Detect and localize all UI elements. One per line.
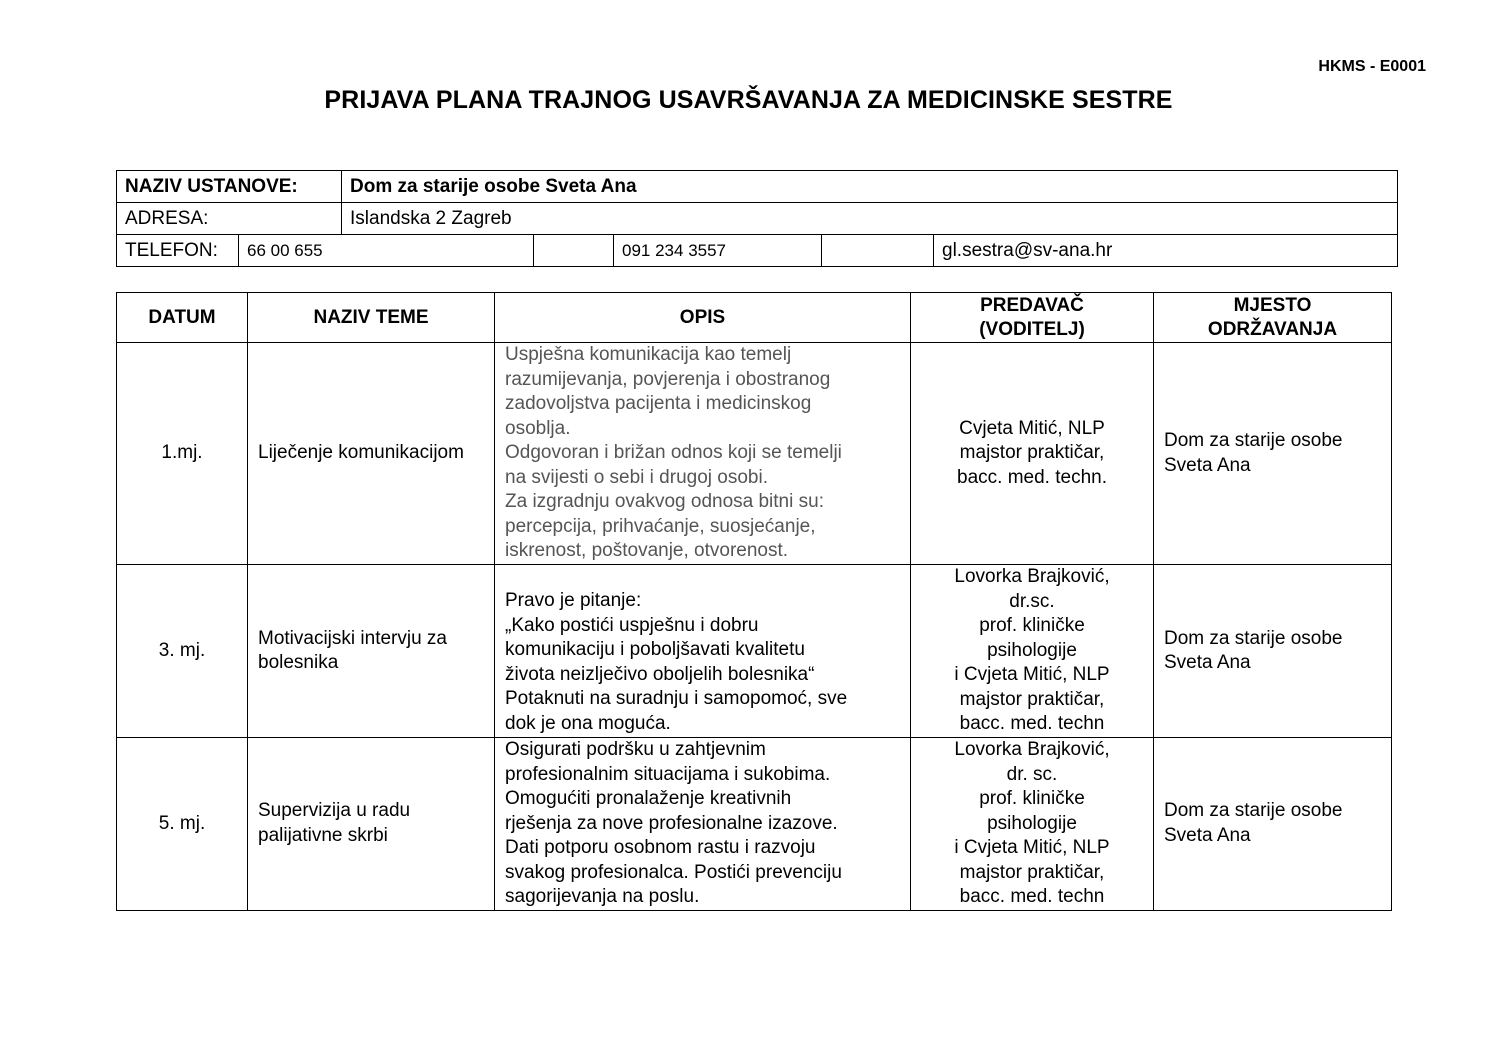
document-title: PRIJAVA PLANA TRAJNOG USAVRŠAVANJA ZA MEDICINSKE SESTRE — [324, 86, 1173, 114]
desc-line: na svijesti o sebi i drugoj osobi. — [505, 466, 768, 488]
table-row — [117, 565, 1392, 738]
desc-line: dok je ona moguća. — [505, 712, 671, 734]
lecturer-line: i Cvjeta Mitić, NLP — [954, 664, 1110, 686]
desc-line: Uspješna komunikacija kao temelj — [505, 344, 792, 365]
row-topic: Motivacijski intervju za bolesnika — [248, 565, 495, 738]
lecturer-line: bacc. med. techn — [959, 713, 1105, 735]
lecturer-line: prof. kliničke — [979, 615, 1085, 637]
table-row — [117, 738, 1392, 911]
header-place — [1154, 293, 1392, 343]
desc-line: iskrenost, poštovanje, otvorenost. — [505, 540, 789, 561]
desc-line: Omogućiti pronalaženje kreativnih — [505, 788, 792, 809]
header-topic: NAZIV TEME — [248, 293, 495, 343]
institution-name-label: NAZIV USTANOVE: — [117, 171, 342, 203]
row-lecturer — [911, 738, 1154, 911]
institution-empty-cell-2 — [822, 235, 934, 267]
lecturer-line: bacc. med. techn. — [957, 466, 1107, 488]
header-lecturer-line-1: PREDAVAČ — [980, 294, 1084, 316]
header-lecturer-line-2: (VODITELJ) — [979, 318, 1085, 340]
desc-line: Osigurati podršku u zahtjevnim — [505, 739, 766, 760]
institution-name-value: Dom za starije osobe Sveta Ana — [342, 171, 1398, 203]
institution-phone-row — [117, 235, 1398, 267]
plan-table — [116, 292, 1392, 911]
lecturer-line: dr. sc. — [1006, 763, 1058, 785]
lecturer-line: bacc. med. techn — [959, 886, 1105, 907]
institution-table — [116, 170, 1398, 267]
desc-line: razumijevanja, povjerenja i obostranog — [505, 368, 831, 390]
table-row — [117, 343, 1392, 565]
lecturer-line: Lovorka Brajković, — [954, 739, 1110, 760]
lecturer-line: Cvjeta Mitić, NLP — [959, 417, 1105, 439]
desc-line: komunikaciju i poboljšavati kvalitetu — [505, 639, 805, 660]
institution-address-value: Islandska 2 Zagreb — [342, 203, 1398, 235]
row-description — [495, 565, 911, 738]
plan-header-row — [117, 293, 1392, 343]
header-place-line-2: ODRŽAVANJA — [1207, 318, 1338, 340]
desc-line: „Kako postići uspješnu i dobru — [505, 614, 759, 636]
desc-line: osoblja. — [505, 417, 571, 439]
desc-line: sagorijevanja na poslu. — [505, 886, 700, 907]
desc-line: rješenja za nove profesionalne izazove. — [505, 812, 838, 834]
institution-empty-cell-1 — [534, 235, 614, 267]
institution-address-label: ADRESA: — [117, 203, 342, 235]
header-place-line-1: MJESTO — [1233, 294, 1312, 316]
header-lecturer — [911, 293, 1154, 343]
desc-line: svakog profesionalca. Postići prevenciju — [505, 861, 842, 883]
desc-line: profesionalnim situacijama i sukobima. — [505, 763, 831, 785]
row-topic: Liječenje komunikacijom — [248, 343, 495, 565]
desc-line: Potaknuti na suradnju i samopomoć, sve — [505, 688, 848, 709]
institution-phone-1: 66 00 655 — [239, 235, 534, 267]
row-topic: Supervizija u radu palijativne skrbi — [248, 738, 495, 911]
header-desc: OPIS — [495, 293, 911, 343]
row-place: Dom za starije osobe Sveta Ana — [1154, 565, 1392, 738]
desc-line: Za izgradnju ovakvog odnosa bitni su: — [505, 491, 824, 512]
lecturer-line: majstor praktičar, — [959, 442, 1105, 464]
row-description — [495, 738, 911, 911]
institution-phone-2: 091 234 3557 — [614, 235, 822, 267]
lecturer-line: i Cvjeta Mitić, NLP — [954, 837, 1110, 858]
row-lecturer — [911, 565, 1154, 738]
row-place: Dom za starije osobe Sveta Ana — [1154, 738, 1392, 911]
desc-line: percepcija, prihvaćanje, suosjećanje, — [505, 515, 816, 537]
institution-email: gl.sestra@sv-ana.hr — [934, 235, 1398, 267]
desc-line: Odgovoran i brižan odnos koji se temelji — [505, 442, 842, 463]
row-place: Dom za starije osobe Sveta Ana — [1154, 343, 1392, 565]
row-lecturer — [911, 343, 1154, 565]
institution-name-row — [117, 171, 1398, 203]
document-code: HKMS - E0001 — [1318, 58, 1426, 75]
lecturer-line: majstor praktičar, — [959, 861, 1105, 883]
institution-address-row — [117, 203, 1398, 235]
desc-line: zadovoljstva pacijenta i medicinskog — [505, 393, 812, 414]
lecturer-line: psihologije — [987, 639, 1077, 661]
row-date: 3. mj. — [117, 565, 248, 738]
lecturer-line: psihologije — [987, 812, 1077, 834]
desc-line: Dati potporu osobnom rastu i razvoju — [505, 837, 816, 858]
lecturer-line: Lovorka Brajković, — [954, 566, 1110, 588]
row-date: 5. mj. — [117, 738, 248, 911]
row-date: 1.mj. — [117, 343, 248, 565]
lecturer-line: prof. kliničke — [979, 788, 1085, 809]
institution-phone-label: TELEFON: — [117, 235, 239, 267]
lecturer-line: majstor praktičar, — [959, 688, 1105, 710]
desc-line: života neizlječivo oboljelih bolesnika“ — [505, 663, 815, 685]
row-description — [495, 343, 911, 565]
lecturer-line: dr.sc. — [1009, 590, 1055, 612]
header-date: DATUM — [117, 293, 248, 343]
desc-line: Pravo je pitanje: — [505, 590, 642, 611]
